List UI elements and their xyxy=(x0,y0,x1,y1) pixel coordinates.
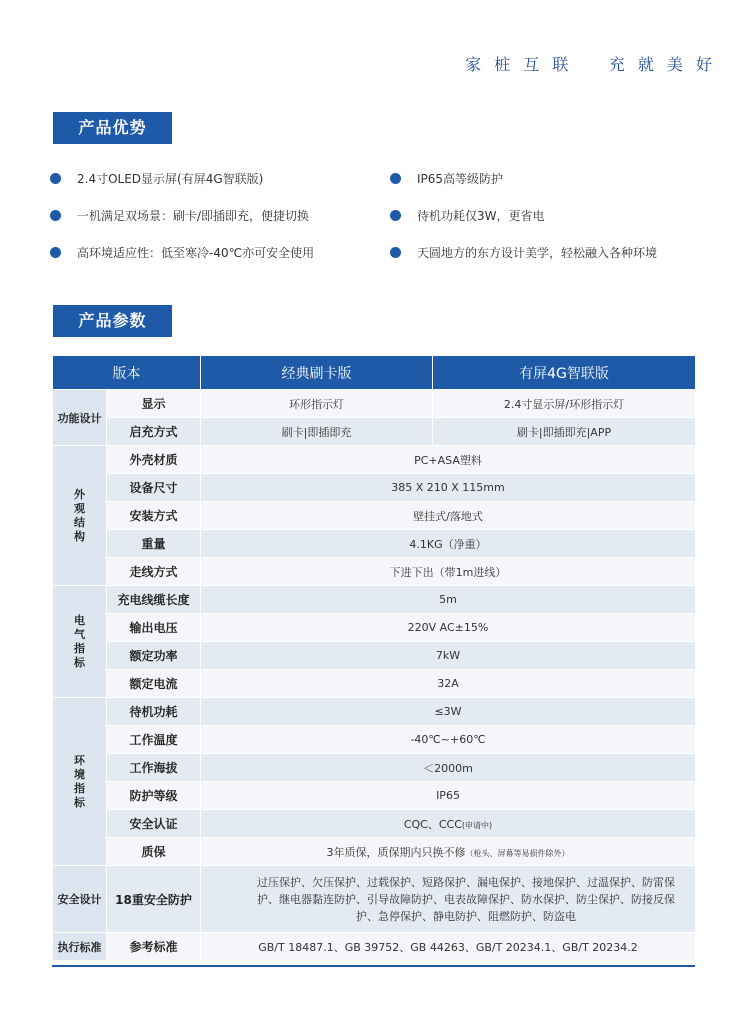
cell-classic: 环形指示灯 xyxy=(201,390,433,418)
cert-note: (申请中) xyxy=(461,820,493,830)
cell-value: 下进下出（带1m进线） xyxy=(201,558,696,586)
group-environment: 环 境 指 标 xyxy=(53,698,107,866)
table-row xyxy=(53,698,696,726)
cell-value xyxy=(201,810,696,838)
row-label: 防护等级 xyxy=(107,782,201,810)
row-label: 额定电流 xyxy=(107,670,201,698)
header-smart: 有屏4G智联版 xyxy=(433,356,696,390)
advantage-item xyxy=(50,170,263,187)
spec-table xyxy=(52,355,696,961)
group-standard: 执行标准 xyxy=(53,933,107,961)
advantage-item xyxy=(390,170,503,187)
table-bottom-border xyxy=(52,965,695,967)
table-row xyxy=(53,614,696,642)
advantage-text: 高环境适应性：低至寒冷-40℃亦可安全使用 xyxy=(77,246,315,260)
row-label: 参考标准 xyxy=(107,933,201,961)
cell-classic: 刷卡|即插即充 xyxy=(201,418,433,446)
bullet-icon xyxy=(50,247,61,258)
table-header-row xyxy=(53,356,696,390)
advantage-item xyxy=(50,244,314,261)
cell-value: 7kW xyxy=(201,642,696,670)
cell-value: ≤3W xyxy=(201,698,696,726)
row-label: 工作海拔 xyxy=(107,754,201,782)
table-row xyxy=(53,726,696,754)
bullet-icon xyxy=(50,173,61,184)
warranty-note: （枪头、屏幕等易损件除外） xyxy=(465,848,570,858)
row-label: 18重安全防护 xyxy=(107,866,201,933)
table-row xyxy=(53,642,696,670)
bullet-icon xyxy=(390,247,401,258)
cell-smart: 2.4寸显示屏/环形指示灯 xyxy=(433,390,696,418)
row-label: 重量 xyxy=(107,530,201,558)
advantage-text: 天圆地方的东方设计美学，轻松融入各种环境 xyxy=(417,246,658,260)
cell-value: 过压保护、欠压保护、过载保护、短路保护、漏电保护、接地保护、过温保护、防雷保护、继电器黏连防护、引导故障防护、电表故障保护、防水保护、防尘保护、防接反保护、急停保护、静电防护、阻燃防护、防盗电 xyxy=(201,866,696,933)
table-row xyxy=(53,866,696,933)
row-label: 启充方式 xyxy=(107,418,201,446)
group-electrical: 电 气 指 标 xyxy=(53,586,107,698)
cell-value xyxy=(201,838,696,866)
advantage-text: IP65高等级防护 xyxy=(417,172,504,186)
cell-value: ＜2000m xyxy=(201,754,696,782)
cell-value: GB/T 18487.1、GB 39752、GB 44263、GB/T 20234.1、GB/T 20234.2 xyxy=(201,933,696,961)
cell-smart: 刷卡|即插即充|APP xyxy=(433,418,696,446)
table-row xyxy=(53,810,696,838)
table-row xyxy=(53,782,696,810)
row-label: 安全认证 xyxy=(107,810,201,838)
cell-value: 220V AC±15% xyxy=(201,614,696,642)
header-version: 版本 xyxy=(53,356,201,390)
table-row xyxy=(53,586,696,614)
cert-value: CQC、CCC xyxy=(403,817,462,831)
table-row xyxy=(53,390,696,418)
group-function: 功能设计 xyxy=(53,390,107,446)
cell-value: 壁挂式/落地式 xyxy=(201,502,696,530)
advantage-item xyxy=(390,207,545,224)
header-classic: 经典刷卡版 xyxy=(201,356,433,390)
table-row xyxy=(53,530,696,558)
bullet-icon xyxy=(390,210,401,221)
table-row xyxy=(53,754,696,782)
cell-value: 385 X 210 X 115mm xyxy=(201,474,696,502)
group-safety: 安全设计 xyxy=(53,866,107,933)
params-title: 产品参数 xyxy=(53,305,172,337)
row-label: 安装方式 xyxy=(107,502,201,530)
advantage-text: 待机功耗仅3W，更省电 xyxy=(417,209,545,223)
group-appearance: 外 观 结 构 xyxy=(53,446,107,586)
advantage-text: 一机满足双场景：刷卡/即插即充，便捷切换 xyxy=(77,209,310,223)
row-label: 工作温度 xyxy=(107,726,201,754)
bullet-icon xyxy=(390,173,401,184)
slogan: 家 桩 互 联 充 就 美 好 xyxy=(465,55,716,74)
warranty-value: 3年质保，质保期内只换不修 xyxy=(326,845,466,859)
table-row xyxy=(53,933,696,961)
advantage-item xyxy=(50,207,309,224)
row-label: 走线方式 xyxy=(107,558,201,586)
row-label: 设备尺寸 xyxy=(107,474,201,502)
table-row xyxy=(53,474,696,502)
cell-value: 5m xyxy=(201,586,696,614)
bullet-icon xyxy=(50,210,61,221)
cell-value: 32A xyxy=(201,670,696,698)
table-row xyxy=(53,418,696,446)
advantages-title: 产品优势 xyxy=(53,112,172,144)
row-label: 显示 xyxy=(107,390,201,418)
cell-value: PC+ASA塑料 xyxy=(201,446,696,474)
table-row xyxy=(53,502,696,530)
row-label: 充电线缆长度 xyxy=(107,586,201,614)
cell-value: 4.1KG（净重） xyxy=(201,530,696,558)
cell-value: -40℃~+60℃ xyxy=(201,726,696,754)
table-row xyxy=(53,838,696,866)
table-row xyxy=(53,558,696,586)
row-label: 质保 xyxy=(107,838,201,866)
advantage-text: 2.4寸OLED显示屏(有屏4G智联版) xyxy=(77,172,264,186)
row-label: 额定功率 xyxy=(107,642,201,670)
advantage-item xyxy=(390,244,657,261)
row-label: 输出电压 xyxy=(107,614,201,642)
cell-value: IP65 xyxy=(201,782,696,810)
table-row xyxy=(53,670,696,698)
row-label: 待机功耗 xyxy=(107,698,201,726)
row-label: 外壳材质 xyxy=(107,446,201,474)
table-row xyxy=(53,446,696,474)
